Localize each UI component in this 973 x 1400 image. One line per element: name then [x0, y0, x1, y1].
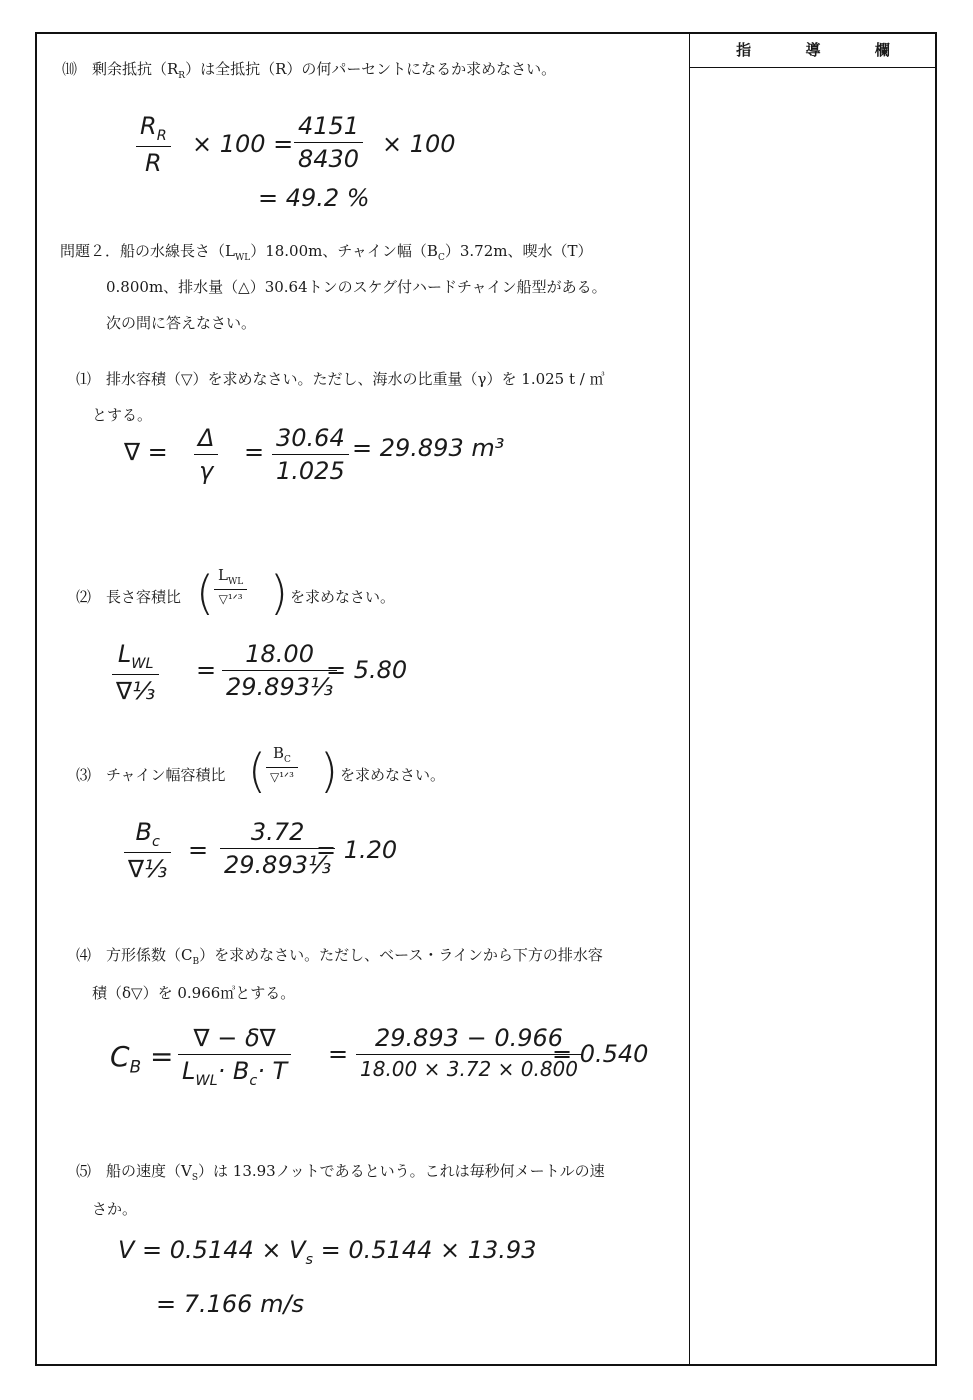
q3-result: = 1.20 — [316, 836, 398, 864]
q2-result: = 5.80 — [326, 656, 408, 684]
guide-column-header — [689, 32, 937, 68]
guide-header-char-1: 指 — [736, 41, 752, 59]
q2-paren-right: ) — [270, 566, 288, 620]
q1-result: = 29.893 m³ — [352, 434, 505, 462]
q5-line-1: $V = 0.5144 \times V_s = 0.5144 \times 13.93$ — [118, 1236, 537, 1268]
q3-inline-fraction: $B_C$ ▽¹ᐟ³ — [266, 744, 298, 784]
q5-prompt-2: さか。 — [92, 1200, 138, 1218]
q2-prompt-rest: を求めなさい。 — [290, 588, 396, 606]
problem2-line-1: 問題２．船の水線長さ$(L_{WL})18.00m$、チャイン幅$(B_C)3.72m$、喫水（T） — [60, 242, 593, 263]
q2-inline-fraction: $L_{WL}$ ▽¹ᐟ³ — [214, 566, 247, 606]
q2-paren-left: ( — [196, 566, 214, 620]
problem2-line-2: 0.800m、排水量（△）30.64トンのスケグ付ハードチャイン船型がある。 — [106, 278, 607, 296]
q4-prompt: ⑷ 方形係数$(C_B)$を求めなさい。ただし、ベース・ラインから下方の排水容 — [76, 946, 603, 967]
column-divider — [689, 32, 690, 1366]
q4-fraction-1: ∇ − δ∇ $L_{WL}\cdot B_c\cdot T$ — [178, 1024, 291, 1089]
guide-header-char-2: 導 — [805, 41, 821, 59]
q10-lhs-fraction: $R_R$ R — [136, 112, 171, 177]
q4-fraction-2: 29.893 − 0.966 18.00 × 3.72 × 0.800 — [356, 1024, 582, 1081]
q3-paren-right: ) — [320, 744, 338, 798]
q10-result: = 49.2 % — [258, 184, 370, 212]
problem2-line-3: 次の問に答えなさい。 — [106, 314, 257, 332]
q3-fraction-2: 3.72 29.893⅓ — [220, 818, 335, 879]
q2-prompt: ⑵ 長さ容積比 — [76, 588, 182, 606]
q3-prompt: ⑶ チャイン幅容積比 — [76, 766, 226, 784]
q2-fraction-2: 18.00 29.893⅓ — [222, 640, 337, 701]
q10-prompt: ⑽ 剰余抵抗$(R_R)$は全抵抗（R）の何パーセントになるか求めなさい。 — [62, 60, 557, 81]
q5-line-2: = 7.166 m/s — [156, 1290, 305, 1318]
q5-prompt: ⑸ 船の速度$(V_S)$は 13.93ノットであるという。これは毎秒何メートルの速 — [76, 1162, 605, 1183]
q3-prompt-rest: を求めなさい。 — [340, 766, 446, 784]
q10-rhs-fraction: 4151 8430 — [294, 112, 363, 173]
q1-fraction-2: 30.64 1.025 — [272, 424, 349, 485]
q2-fraction-1: $L_{WL}$ ∇⅓ — [112, 640, 159, 705]
q1-prompt-2: とする。 — [92, 406, 153, 424]
q1-prompt: ⑴ 排水容積（▽）を求めなさい。ただし、海水の比重量（γ）を 1.025 t / ㎥ — [76, 370, 605, 388]
q3-paren-left: ( — [248, 744, 266, 798]
q3-fraction-1: $B_c$ ∇⅓ — [124, 818, 171, 883]
q4-result: = 0.540 — [552, 1040, 649, 1068]
q4-prompt-2: 積（δ▽）を 0.966㎥とする。 — [92, 984, 296, 1002]
q1-fraction-1: Δ γ — [194, 424, 218, 485]
guide-header-char-3: 欄 — [874, 41, 890, 59]
